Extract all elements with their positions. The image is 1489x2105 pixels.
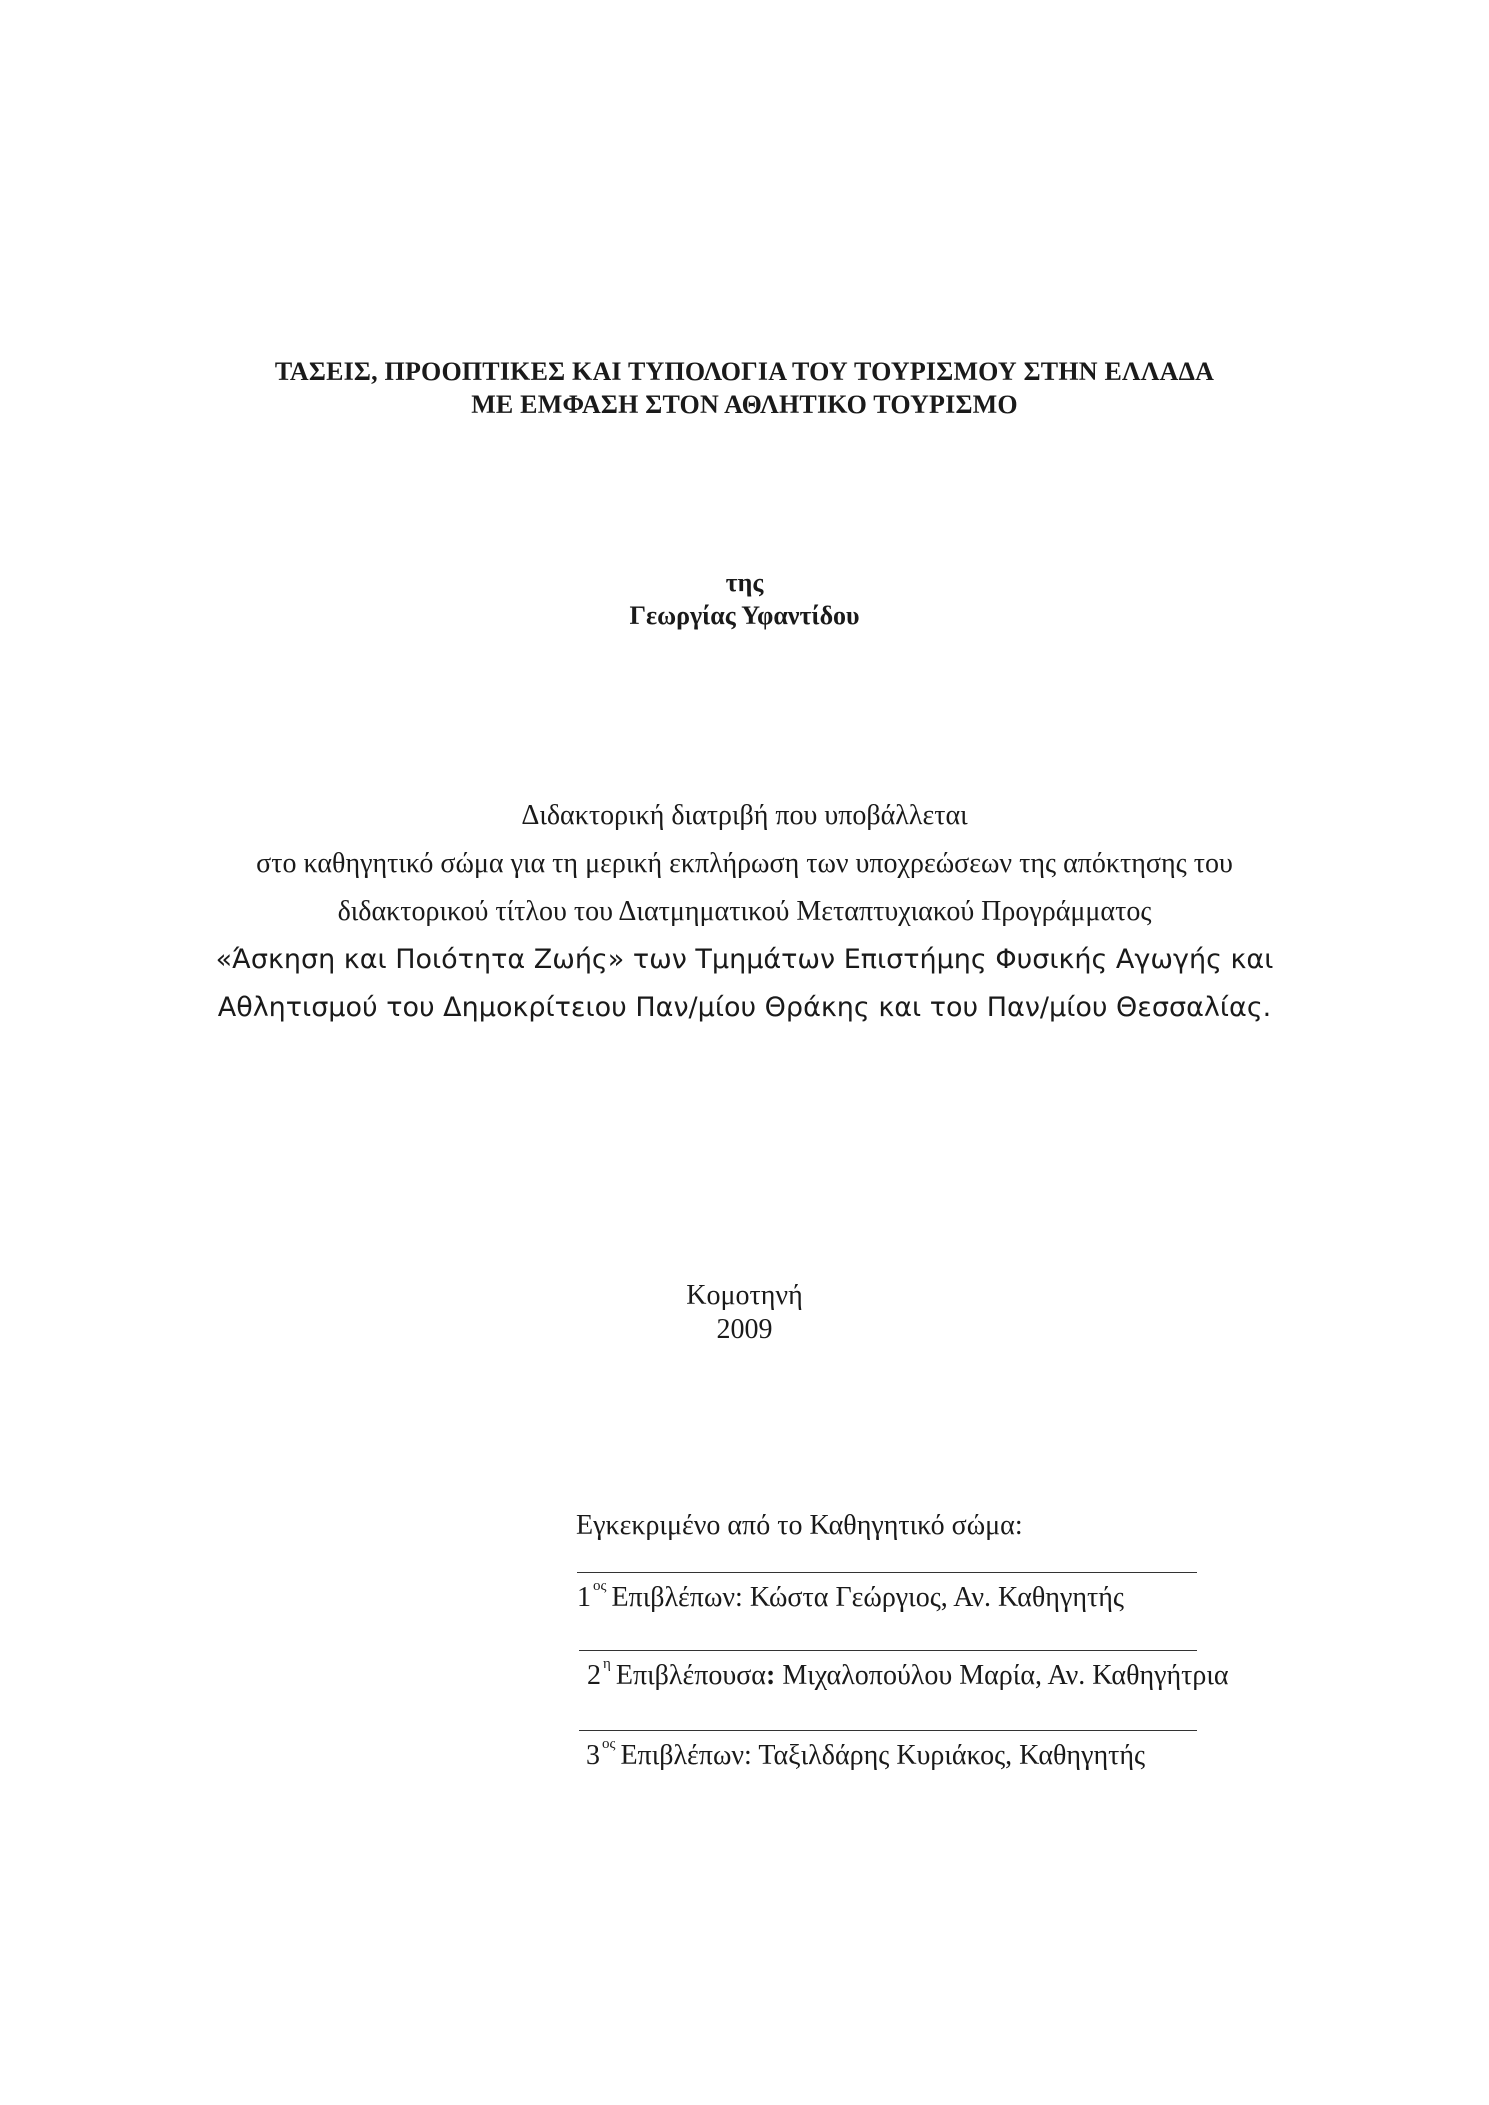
committee-member-3 — [586, 1735, 1146, 1772]
member-2-name: Μιχαλοπούλου Μαρία, Αν. Καθηγήτρια — [782, 1660, 1229, 1691]
member-1-role: Επιβλέπων: — [611, 1582, 743, 1613]
thesis-title — [0, 355, 1489, 421]
member-2-number: 2 — [587, 1660, 601, 1691]
author-name: Γεωργίας Υφαντίδου — [629, 601, 860, 630]
place-city: Κομοτηνή — [686, 1280, 803, 1311]
description-line-3: διδακτορικού τίτλου του Διατμηματικού Μεταπτυχιακού Προγράμματος — [337, 896, 1152, 927]
member-3-ordinal: ος — [602, 1735, 616, 1752]
signature-line-3 — [579, 1730, 1197, 1731]
signature-line-2 — [579, 1650, 1197, 1651]
description-line-5: Αθλητισμού του Δημοκρίτειου Παν/μίου Θράκης και του Παν/μίου Θεσσαλίας. — [217, 992, 1272, 1023]
member-2-role: Επιβλέπουσα — [615, 1660, 766, 1691]
committee-member-1 — [577, 1577, 1124, 1614]
member-3-role: Επιβλέπων: — [620, 1740, 752, 1771]
description-line-2: στο καθηγητικό σώμα για τη μερική εκπλήρωση των υποχρεώσεων της απόκτησης του — [256, 848, 1233, 879]
committee-heading: Εγκεκριμένο από το Καθηγητικό σώμα: — [576, 1510, 1023, 1541]
member-1-number: 1 — [577, 1582, 591, 1613]
member-3-number: 3 — [586, 1740, 600, 1771]
description-line-1: Διδακτορική διατριβή που υποβάλλεται — [521, 800, 968, 831]
committee-member-2 — [587, 1655, 1229, 1692]
author-prefix: της — [725, 568, 764, 597]
member-2-colon: : — [765, 1660, 776, 1691]
member-3-name: Ταξιλδάρης Κυριάκος, Καθηγητής — [758, 1740, 1146, 1771]
member-1-name: Κώστα Γεώργιος, Αν. Καθηγητής — [749, 1582, 1124, 1613]
member-1-ordinal: ος — [593, 1577, 607, 1594]
thesis-description — [0, 792, 1489, 1032]
signature-line-1 — [577, 1572, 1197, 1573]
description-line-4: «Άσκηση και Ποιότητα Ζωής» των Τμημάτων Επιστήμης Φυσικής Αγωγής και — [215, 944, 1274, 975]
member-2-ordinal: η — [603, 1655, 611, 1672]
thesis-title-line-2: ΜΕ ΕΜΦΑΣΗ ΣΤΟΝ ΑΘΛΗΤΙΚΟ ΤΟΥΡΙΣΜΟ — [471, 390, 1018, 419]
author-block — [0, 566, 1489, 632]
place-date — [0, 1279, 1489, 1347]
thesis-title-line-1: ΤΑΣΕΙΣ, ΠΡΟΟΠΤΙΚΕΣ ΚΑΙ ΤΥΠΟΛΟΓΙΑ ΤΟΥ ΤΟΥΡΙΣΜΟΥ ΣΤΗΝ ΕΛΛΑΔΑ — [274, 357, 1215, 386]
place-year: 2009 — [716, 1314, 773, 1345]
